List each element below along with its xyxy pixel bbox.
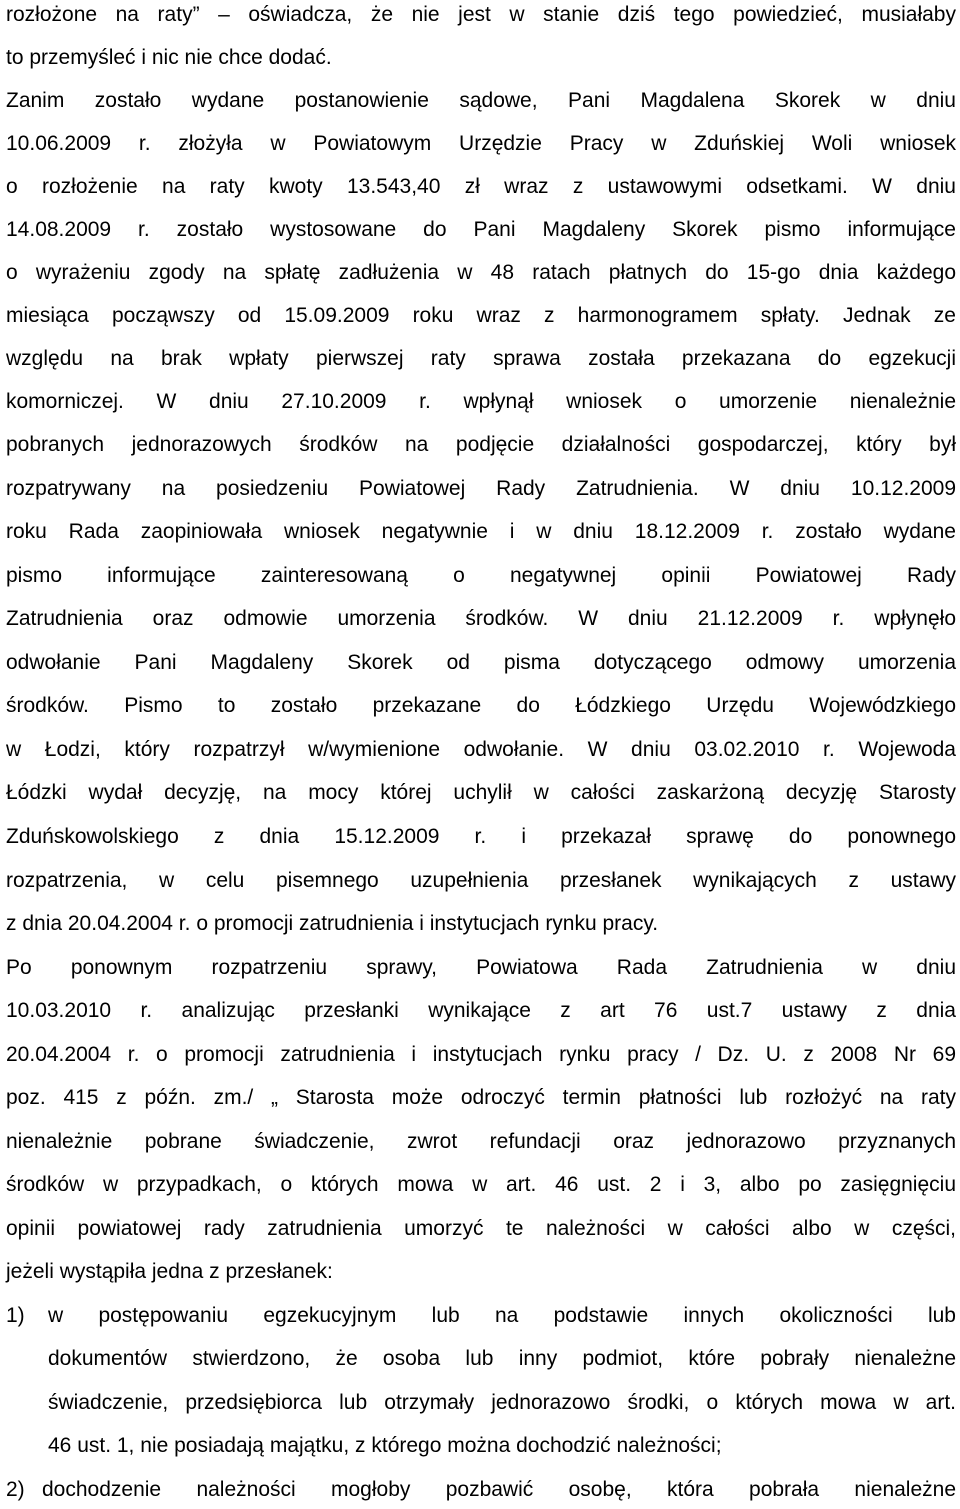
text-line: komorniczej. W dniu 27.10.2009 r. wpłynął wniosek o umorzenie nienależnie — [6, 390, 956, 413]
text-line: z dnia 20.04.2004 r. o promocji zatrudnienia i instytucjach rynku pracy. — [6, 912, 659, 935]
text-line: pobranych jednorazowych środków na podjęcie działalności gospodarczej, który był — [6, 433, 956, 456]
text-line: pismo informujące zainteresowaną o negatywnej opinii Powiatowej Rady — [6, 564, 956, 587]
list-item-line: w postępowaniu egzekucyjnym lub na podstawie innych okoliczności lub — [48, 1304, 956, 1327]
text-line: odwołanie Pani Magdaleny Skorek od pisma dotyczącego odmowy umorzenia — [6, 651, 956, 674]
text-line: 10.03.2010 r. analizując przesłanki wynikające z art 76 ust.7 ustawy z dnia — [6, 999, 956, 1022]
text-line: o wyrażeniu zgody na spłatę zadłużenia w 48 ratach płatnych do 15-go dnia każdego — [6, 261, 956, 284]
text-line: Po ponownym rozpatrzeniu sprawy, Powiatowa Rada Zatrudnienia w dniu — [6, 956, 956, 979]
text-line: jeżeli wystąpiła jedna z przesłanek: — [6, 1260, 333, 1283]
text-line: 20.04.2004 r. o promocji zatrudnienia i instytucjach rynku pracy / Dz. U. z 2008 Nr 69 — [6, 1043, 956, 1066]
text-line: opinii powiatowej rady zatrudnienia umorzyć te należności w całości albo w części, — [6, 1217, 956, 1240]
text-line: rozłożone na raty” – oświadcza, że nie jest w stanie dziś tego powiedzieć, musiałaby — [6, 3, 956, 26]
list-marker: 2) — [6, 1478, 25, 1501]
text-line: środków. Pismo to zostało przekazane do Łódzkiego Urzędu Wojewódzkiego — [6, 694, 956, 717]
list-item-line: 46 ust. 1, nie posiadają majątku, z którego można dochodzić należności; — [48, 1434, 722, 1457]
text-line: środków w przypadkach, o których mowa w art. 46 ust. 2 i 3, albo po zasięgnięciu — [6, 1173, 956, 1196]
text-line: Zatrudnienia oraz odmowie umorzenia środków. W dniu 21.12.2009 r. wpłynęło — [6, 607, 956, 630]
text-line: 10.06.2009 r. złożyła w Powiatowym Urzędzie Pracy w Zduńskiej Woli wniosek — [6, 132, 956, 155]
list-item-line: świadczenie, przedsiębiorca lub otrzymały jednorazowo środki, o których mowa w art. — [48, 1391, 956, 1414]
list-item-line: dochodzenie należności mogłoby pozbawić osobę, która pobrała nienależne — [42, 1478, 956, 1501]
text-line: Zduńskowolskiego z dnia 15.12.2009 r. i przekazał sprawę do ponownego — [6, 825, 956, 848]
text-line: Zanim zostało wydane postanowienie sądowe, Pani Magdalena Skorek w dniu — [6, 89, 956, 112]
text-line: o rozłożenie na raty kwoty 13.543,40 zł wraz z ustawowymi odsetkami. W dniu — [6, 175, 956, 198]
text-line: w Łodzi, który rozpatrzył w/wymienione odwołanie. W dniu 03.02.2010 r. Wojewoda — [6, 738, 956, 761]
text-line: rozpatrzenia, w celu pisemnego uzupełnienia przesłanek wynikających z ustawy — [6, 869, 956, 892]
text-line: Łódzki wydał decyzję, na mocy której uchylił w całości zaskarżoną decyzję Starosty — [6, 781, 956, 804]
text-line: 14.08.2009 r. zostało wystosowane do Pani Magdaleny Skorek pismo informujące — [6, 218, 956, 241]
text-line: rozpatrywany na posiedzeniu Powiatowej Rady Zatrudnienia. W dniu 10.12.2009 — [6, 477, 956, 500]
text-line: względu na brak wpłaty pierwszej raty sprawa została przekazana do egzekucji — [6, 347, 956, 370]
text-line: to przemyśleć i nic nie chce dodać. — [6, 46, 332, 69]
text-line: nienależnie pobrane świadczenie, zwrot refundacji oraz jednorazowo przyznanych — [6, 1130, 956, 1153]
text-line: roku Rada zaopiniowała wniosek negatywnie i w dniu 18.12.2009 r. zostało wydane — [6, 520, 956, 543]
list-item-line: dokumentów stwierdzono, że osoba lub inny podmiot, które pobrały nienależne — [48, 1347, 956, 1370]
text-line: poz. 415 z późn. zm./ „ Starosta może odroczyć termin płatności lub rozłożyć na raty — [6, 1086, 956, 1109]
text-line: miesiąca począwszy od 15.09.2009 roku wraz z harmonogramem spłaty. Jednak ze — [6, 304, 956, 327]
list-marker: 1) — [6, 1304, 25, 1327]
